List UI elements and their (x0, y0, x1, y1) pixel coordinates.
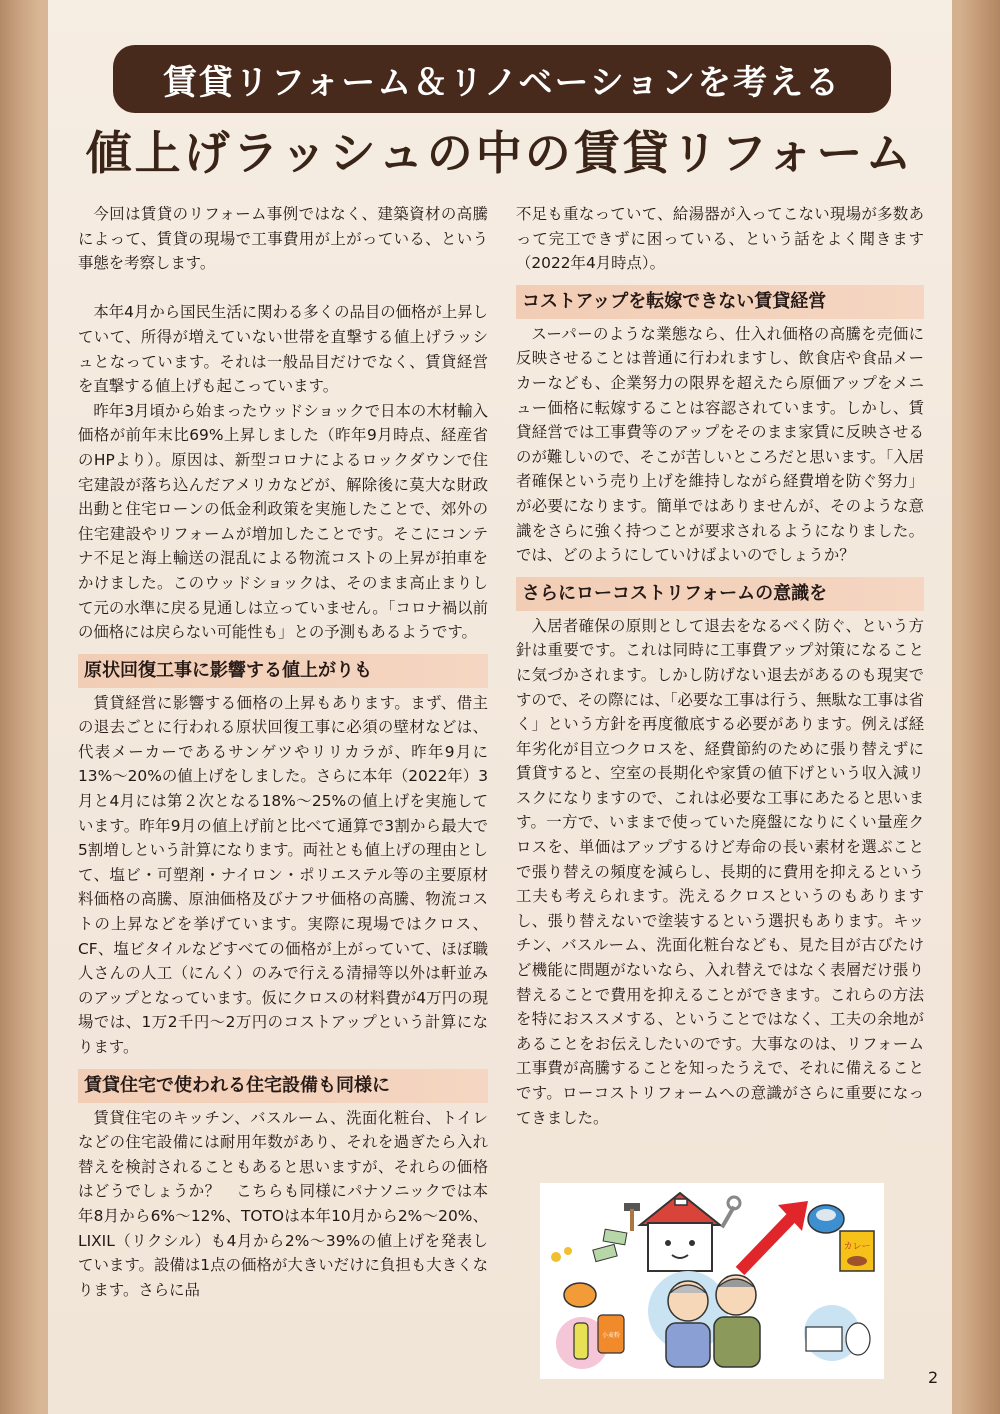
section-heading: 原状回復工事に影響する値上がりも (78, 654, 488, 688)
curry-label: カレー (843, 1242, 871, 1252)
worried-couple-icon (648, 1271, 760, 1367)
intro-paragraph: 今回は賃貸のリフォーム事例ではなく、建築資材の高騰によって、賃貸の現場で工事費用が上がっている、という事態を考察します。 (78, 205, 488, 273)
page-number: 2 (928, 1368, 939, 1387)
canned-food-icon (808, 1205, 844, 1233)
rising-arrow-icon (740, 1201, 808, 1271)
paragraph: スーパーのような業態なら、仕入れ価格の高騰を売価に反映させることは普通に行われますし、飲食店や食品メーカーなども、企業努力の限界を超えたら原価アップをメニュー価格に転嫁することは容認されています。しかし、賃貸経営では工事費等のアップをそのまま家賃に反映させるのが難しいので、そこが苦しいところだと思います。「入居者確保という売り上げを維持しながら経費増を防ぐ努力」が必要になります。簡単ではありませんが、そのような意識をさらに強く持つことが要求されるようになりました。では、どのようにしていけばよいのでしょうか？ (516, 324, 924, 565)
page-title: 値上げラッシュの中の賃貸リフォーム (85, 126, 915, 180)
paragraph: 入居者確保の原則として退去をなるべく防ぐ、という方針は重要です。これは同時に工事費アップ対策になることに気づかされます。しかし防げない退去があるのも現実ですので、その際には、「必要な工事は行う、無駄な工事は省く」という方針を再度徹底する必要があります。例えば経年劣化が目立つクロスを、経費節約のために張り替えずに賃貸すると、空室の長期化や家賃の値下げという収入減リスクになりますので、これは必要な工事にあたると思います。一方で、いままで使っていた廃盤になりにくい量産クロスを、単価はアップするけど寿命の長い素材を選ぶことで張り替えの頻度を減らし、長期的に費用を抑えるという工夫も考えられます。洗えるクロスというのもありますし、張り替えないで塗装するという選択もあります。キッチン、バスルーム、洗面化粧台なども、見た目が古びたけど機能に問題がないなら、入れ替えではなく表層だけ張り替えることで費用を抑えることができます。これらの方法を特におススメする、ということではなく、工夫の余地があることをお伝えしたいのです。大事なのは、リフォーム工事費が高騰することを知ったうえで、それに備えることです。ローコストリフォームへの意識がさらに重要になってきました。 (516, 616, 924, 1127)
wrench-icon (720, 1197, 740, 1228)
paragraph: 賃貸経営に影響する価格の上昇もあります。まず、借主の退去ごとに行われる原状回復工事に必須の壁材などは、代表メーカーであるサンゲツやリリカラが、昨年9月に13%～20%の値上げをしました。さらに本年（2022年）3月と4月には第２次となる18%～25%の値上げを実施しています。昨年9月の値上げ前と比べて通算で3割から最大で5割増しという計算になります。両社とも値上げの理由として、塩ビ・可塑剤・ナイロン・ポリエステル等の主要原材料価格の高騰、原油価格及びナフサ価格の高騰、物流コストの上昇などを挙げています。実際に現場ではクロス、CF、塩ビタイルなどすべての価格が上がっていて、ほぼ職人さんの人工（にんく）のみで行える清掃等以外は軒並みのアップとなっています。仮にクロスの材料費が4万円の現場では、1万2千円～2万円のコストアップという計算になります。 (78, 693, 488, 1056)
price-rise-illustration (540, 1183, 884, 1379)
illustration (540, 1183, 884, 1379)
right-column (516, 202, 924, 1130)
series-banner (113, 45, 891, 113)
tissue-box-icon (804, 1305, 870, 1361)
paragraph: 昨年3月頃から始まったウッドショックで日本の木材輸入価格が前年末比69%上昇しました（昨年9月時点、経産省のHPより）。原因は、新型コロナによるロックダウンで住宅建設が落ち込んだアメリカなどが、解除後に莫大な財政出動と住宅ローンの低金利政策を実施したことで、郊外の住宅建設やリフォームが増加したことです。そこにコンテナ不足と海上輸送の混乱による物流コストの上昇が拍車をかけました。このウッドショックは、そのまま高止まりして元の水準に戻る見通しは立っていません。「コロナ禍以前の価格には戻らない可能性も」との予測もあるようです。 (78, 401, 488, 642)
curry-box-icon (840, 1231, 874, 1271)
paragraph: 本年4月から国民生活に関わる多くの品目の価格が上昇していて、所得が増えていない世帯を直撃する値上げラッシュとなっています。それは一般品目だけでなく、賃貸経営を直撃する値上げも起こっています。 (78, 303, 488, 396)
hammer-icon (624, 1203, 640, 1231)
house-icon (640, 1193, 720, 1271)
paragraph-continued: 不足も重なっていて、給湯器が入ってこない現場が多数あって完工できずに困っている、という話をよく聞きます（2022年4月時点）。 (516, 205, 924, 273)
money-icon (551, 1229, 627, 1262)
section-heading: 賃貸住宅で使われる住宅設備も同様に (78, 1069, 488, 1103)
paragraph: 賃貸住宅のキッチン、バスルーム、洗面化粧台、トイレなどの住宅設備には耐用年数があり、それを過ぎたら入れ替えを検討されることもあると思いますが、それらの価格はどうでしょうか？ こちらも同様にパナソニックでは本年8月から6%～12%、TOTOは本年10月から2%～20%、LIXIL（リクシル）も4月から2%～39%の値上げを発表しています。設備は1点の価格が大きいだけに負担も大きくなります。さらに品 (78, 1108, 488, 1299)
section-heading: さらにローコストリフォームの意識を (516, 577, 924, 611)
drink-bottle-icon (556, 1315, 624, 1369)
section-heading: コストアップを転嫁できない賃貸経営 (516, 285, 924, 319)
paragraph-gap (78, 276, 488, 301)
banner-text: 賃貸リフォーム＆リノベーションを考える (162, 62, 842, 103)
flour-label: 小麦粉 (601, 1332, 621, 1339)
wallet-icon (564, 1283, 596, 1307)
left-column (78, 202, 488, 1302)
